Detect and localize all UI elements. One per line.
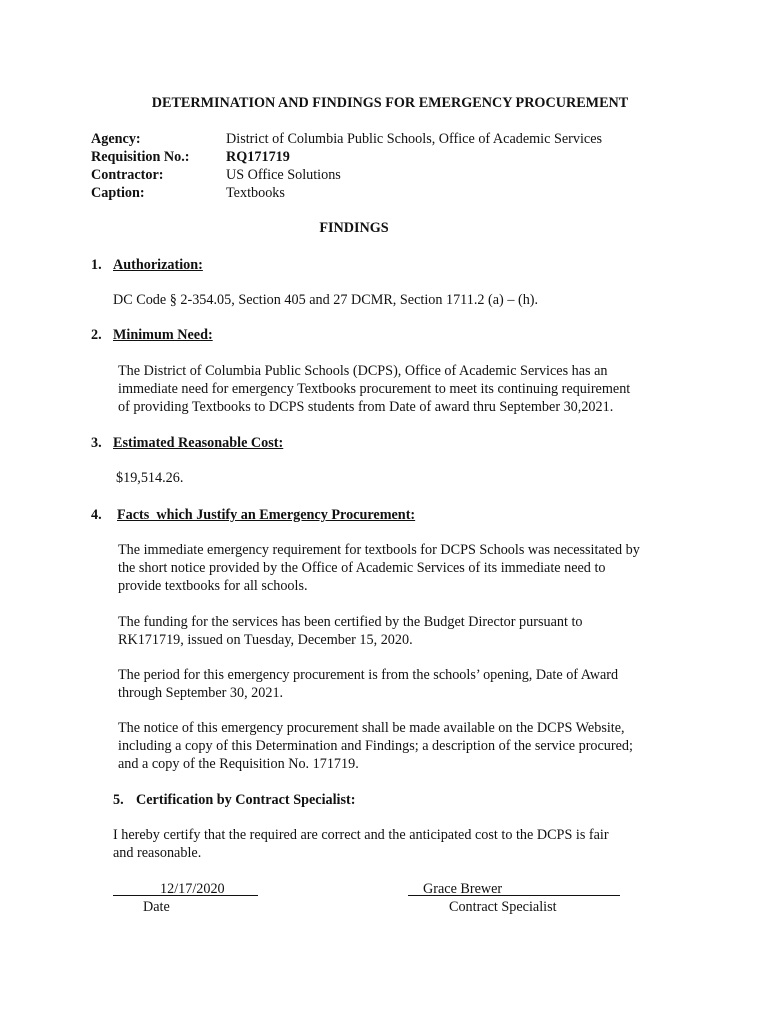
paragraph-line: and a copy of the Requisition No. 171719. [118, 756, 359, 772]
caption-value: Textbooks [226, 185, 285, 201]
contractor-label: Contractor: [91, 167, 164, 183]
paragraph-line: RK171719, issued on Tuesday, December 15, 2020. [118, 632, 413, 648]
section-2-number: 2. [91, 327, 102, 343]
section-5-heading: Certification by Contract Specialist: [136, 792, 356, 808]
agency-label: Agency: [91, 131, 141, 147]
paragraph-line: I hereby certify that the required are correct and the anticipated cost to the DCPS is fair [113, 827, 609, 843]
paragraph-line: The notice of this emergency procurement shall be made available on the DCPS Website, [118, 720, 625, 736]
paragraph-line: the short notice provided by the Office of Academic Services of its immediate need to [118, 560, 606, 576]
paragraph-line: The funding for the services has been certified by the Budget Director pursuant to [118, 614, 583, 630]
document-title: DETERMINATION AND FINDINGS FOR EMERGENCY PROCUREMENT [151, 95, 629, 111]
section-3-number: 3. [91, 435, 102, 451]
section-2-heading: Minimum Need: [113, 327, 213, 343]
section-4-paragraph-3 [118, 666, 618, 702]
section-4-paragraph-1 [118, 541, 640, 595]
section-3-text: $19,514.26. [116, 470, 184, 486]
agency-value: District of Columbia Public Schools, Office of Academic Services [226, 131, 603, 147]
requisition-label: Requisition No.: [91, 149, 190, 165]
paragraph-line: through September 30, 2021. [118, 685, 284, 701]
section-1-number: 1. [91, 257, 102, 273]
section-2-paragraph [118, 362, 630, 416]
paragraph-line: The period for this emergency procurement is from the schools’ opening, Date of Award [118, 667, 619, 683]
signer-role: Contract Specialist [449, 899, 557, 915]
date-label: Date [143, 899, 170, 915]
section-3-heading: Estimated Reasonable Cost: [113, 435, 284, 451]
section-4-number: 4. [91, 507, 102, 523]
section-5-paragraph [113, 826, 609, 862]
findings-heading: FINDINGS [319, 220, 389, 236]
paragraph-line: and reasonable. [113, 845, 202, 861]
date-value: 12/17/2020 [160, 881, 225, 897]
paragraph-line: immediate need for emergency Textbooks procurement to meet its continuing requirement [118, 381, 631, 397]
signer-name: Grace Brewer [423, 881, 503, 897]
paragraph-line: of providing Textbooks to DCPS students from Date of award thru September 30,2021. [118, 399, 614, 415]
section-4-paragraph-2 [118, 613, 583, 649]
section-1-heading: Authorization: [113, 257, 203, 273]
paragraph-line: The District of Columbia Public Schools (DCPS), Office of Academic Services has an [118, 363, 608, 379]
paragraph-line: including a copy of this Determination and Findings; a description of the service procured; [118, 738, 633, 754]
paragraph-line: The immediate emergency requirement for textbools for DCPS Schools was necessitated by [118, 542, 640, 558]
section-4-heading: Facts which Justify an Emergency Procurement: [117, 507, 416, 523]
paragraph-line: provide textbooks for all schools. [118, 578, 308, 594]
contractor-value: US Office Solutions [226, 167, 341, 183]
section-4-paragraph-4 [118, 719, 633, 773]
section-1-text: DC Code § 2-354.05, Section 405 and 27 DCMR, Section 1711.2 (a) – (h). [113, 292, 539, 308]
caption-label: Caption: [91, 185, 145, 201]
section-5-number: 5. [113, 792, 124, 808]
requisition-value: RQ171719 [226, 149, 290, 165]
